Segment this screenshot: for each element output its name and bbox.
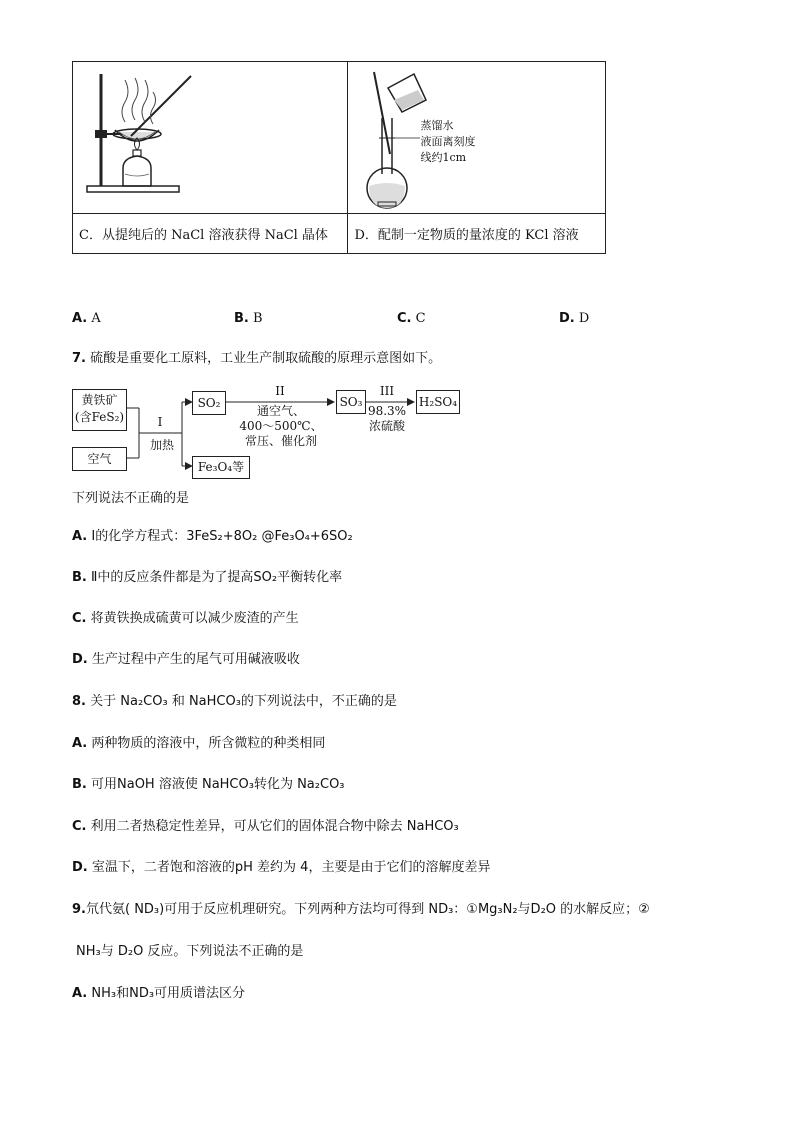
option-text: NH₃和ND₃可用质谱法区分 (91, 986, 246, 1001)
q7-option-d[interactable] (72, 651, 300, 669)
q7-ask: 下列说法不正确的是 (72, 491, 190, 506)
option-text: A (91, 311, 101, 326)
option-letter: A. (72, 986, 88, 1001)
pyrite-box (72, 389, 127, 431)
annotation-line-2: 液面离刻度 (420, 135, 476, 148)
q9-stem-line-2: NH₃与 D₂O 反应。下列说法不正确的是 (76, 944, 304, 959)
question-number: 9. (72, 902, 86, 917)
option-text: D (578, 311, 590, 326)
q8-option-c[interactable] (72, 818, 459, 836)
question-text: 关于 Na₂CO₃ 和 NaHCO₃的下列说法中，不正确的是 (90, 694, 397, 709)
step-i-label: I (157, 415, 163, 429)
air-box: 空气 (72, 447, 127, 471)
option-letter: B. (72, 777, 87, 792)
q8-stem (72, 693, 397, 711)
option-text: B (253, 311, 263, 326)
option-text: 室温下，二者饱和溶液的pH 差约为 4，主要是由于它们的溶解度差异 (91, 860, 491, 875)
annotation-line-3: 线约1cm (420, 151, 467, 164)
option-letter: C. (72, 611, 87, 626)
step-iii-condition-1: 98.3% (367, 404, 407, 418)
option-letter: A. (72, 736, 88, 751)
option-text: 两种物质的溶液中，所含微粒的种类相同 (91, 736, 326, 751)
step-ii-label: II (275, 384, 285, 398)
so3-box: SO₃ (336, 390, 366, 414)
option-letter: A. (72, 529, 88, 544)
option-text: Ⅱ中的反应条件都是为了提高SO₂平衡转化率 (91, 570, 343, 585)
option-text: 生产过程中产生的尾气可用碱液吸收 (91, 652, 300, 667)
option-text: 将黄铁换成硫黄可以减少废渣的产生 (90, 611, 299, 626)
step-ii-conditions (226, 404, 336, 449)
q7-option-b[interactable] (72, 569, 342, 587)
option-letter: D. (559, 311, 575, 326)
q9-option-a[interactable] (72, 985, 245, 1003)
step-iii-condition-2: 浓硫酸 (368, 419, 405, 433)
question-text: 氘代氨( ND₃)可用于反应机理研究。下列两种方法均可得到 ND₃：①Mg₃N₂与D₂O 的水解反应；② (85, 902, 650, 917)
option-letter: C. (72, 819, 87, 834)
step-i-condition: 加热 (149, 438, 174, 452)
step-iii-label: III (379, 384, 395, 398)
option-letter: A. (72, 311, 88, 326)
option-text: I的化学方程式：3FeS₂+8O₂ @Fe₃O₄+6SO₂ (91, 529, 353, 544)
caption-d: D．配制一定物质的量浓度的 KCl 溶液 (348, 214, 606, 254)
step-ii-condition-2: 400～500℃、 (239, 419, 323, 433)
q8-option-b[interactable] (72, 776, 345, 794)
question-number: 8. (72, 694, 86, 709)
question-text: 硫酸是重要化工原料，工业生产制取硫酸的原理示意图如下。 (90, 351, 442, 366)
q8-option-a[interactable] (72, 735, 325, 753)
step-iii-conditions (362, 404, 412, 434)
question-number: 7. (72, 351, 86, 366)
option-letter: D. (72, 652, 88, 667)
option-letter: B. (72, 570, 87, 585)
option-letter: B. (234, 311, 249, 326)
h2so4-box: H₂SO₄ (416, 390, 460, 414)
pyrite-formula: (含FeS₂) (74, 410, 125, 424)
caption-c: C．从提纯后的 NaCl 溶液获得 NaCl 晶体 (73, 214, 348, 254)
q8-option-d[interactable] (72, 859, 490, 877)
pyrite-label: 黄铁矿 (81, 393, 118, 407)
step-ii-condition-1: 通空气、 (256, 404, 305, 418)
option-text: 可用NaOH 溶液使 NaHCO₃转化为 Na₂CO₃ (91, 777, 345, 792)
annotation-line-1: 蒸馏水 (420, 119, 454, 132)
so2-box: SO₂ (192, 391, 226, 415)
q7-option-c[interactable] (72, 610, 299, 628)
option-text: C (415, 311, 426, 326)
option-letter: C. (397, 311, 412, 326)
option-text: 利用二者热稳定性差异，可从它们的固体混合物中除去 NaHCO₃ (90, 819, 459, 834)
option-letter: D. (72, 860, 88, 875)
q9-stem-line-1 (72, 901, 650, 919)
step-ii-condition-3: 常压、催化剂 (244, 434, 317, 448)
fe3o4-box: Fe₃O₄等 (192, 456, 250, 479)
q7-option-a[interactable] (72, 528, 353, 546)
